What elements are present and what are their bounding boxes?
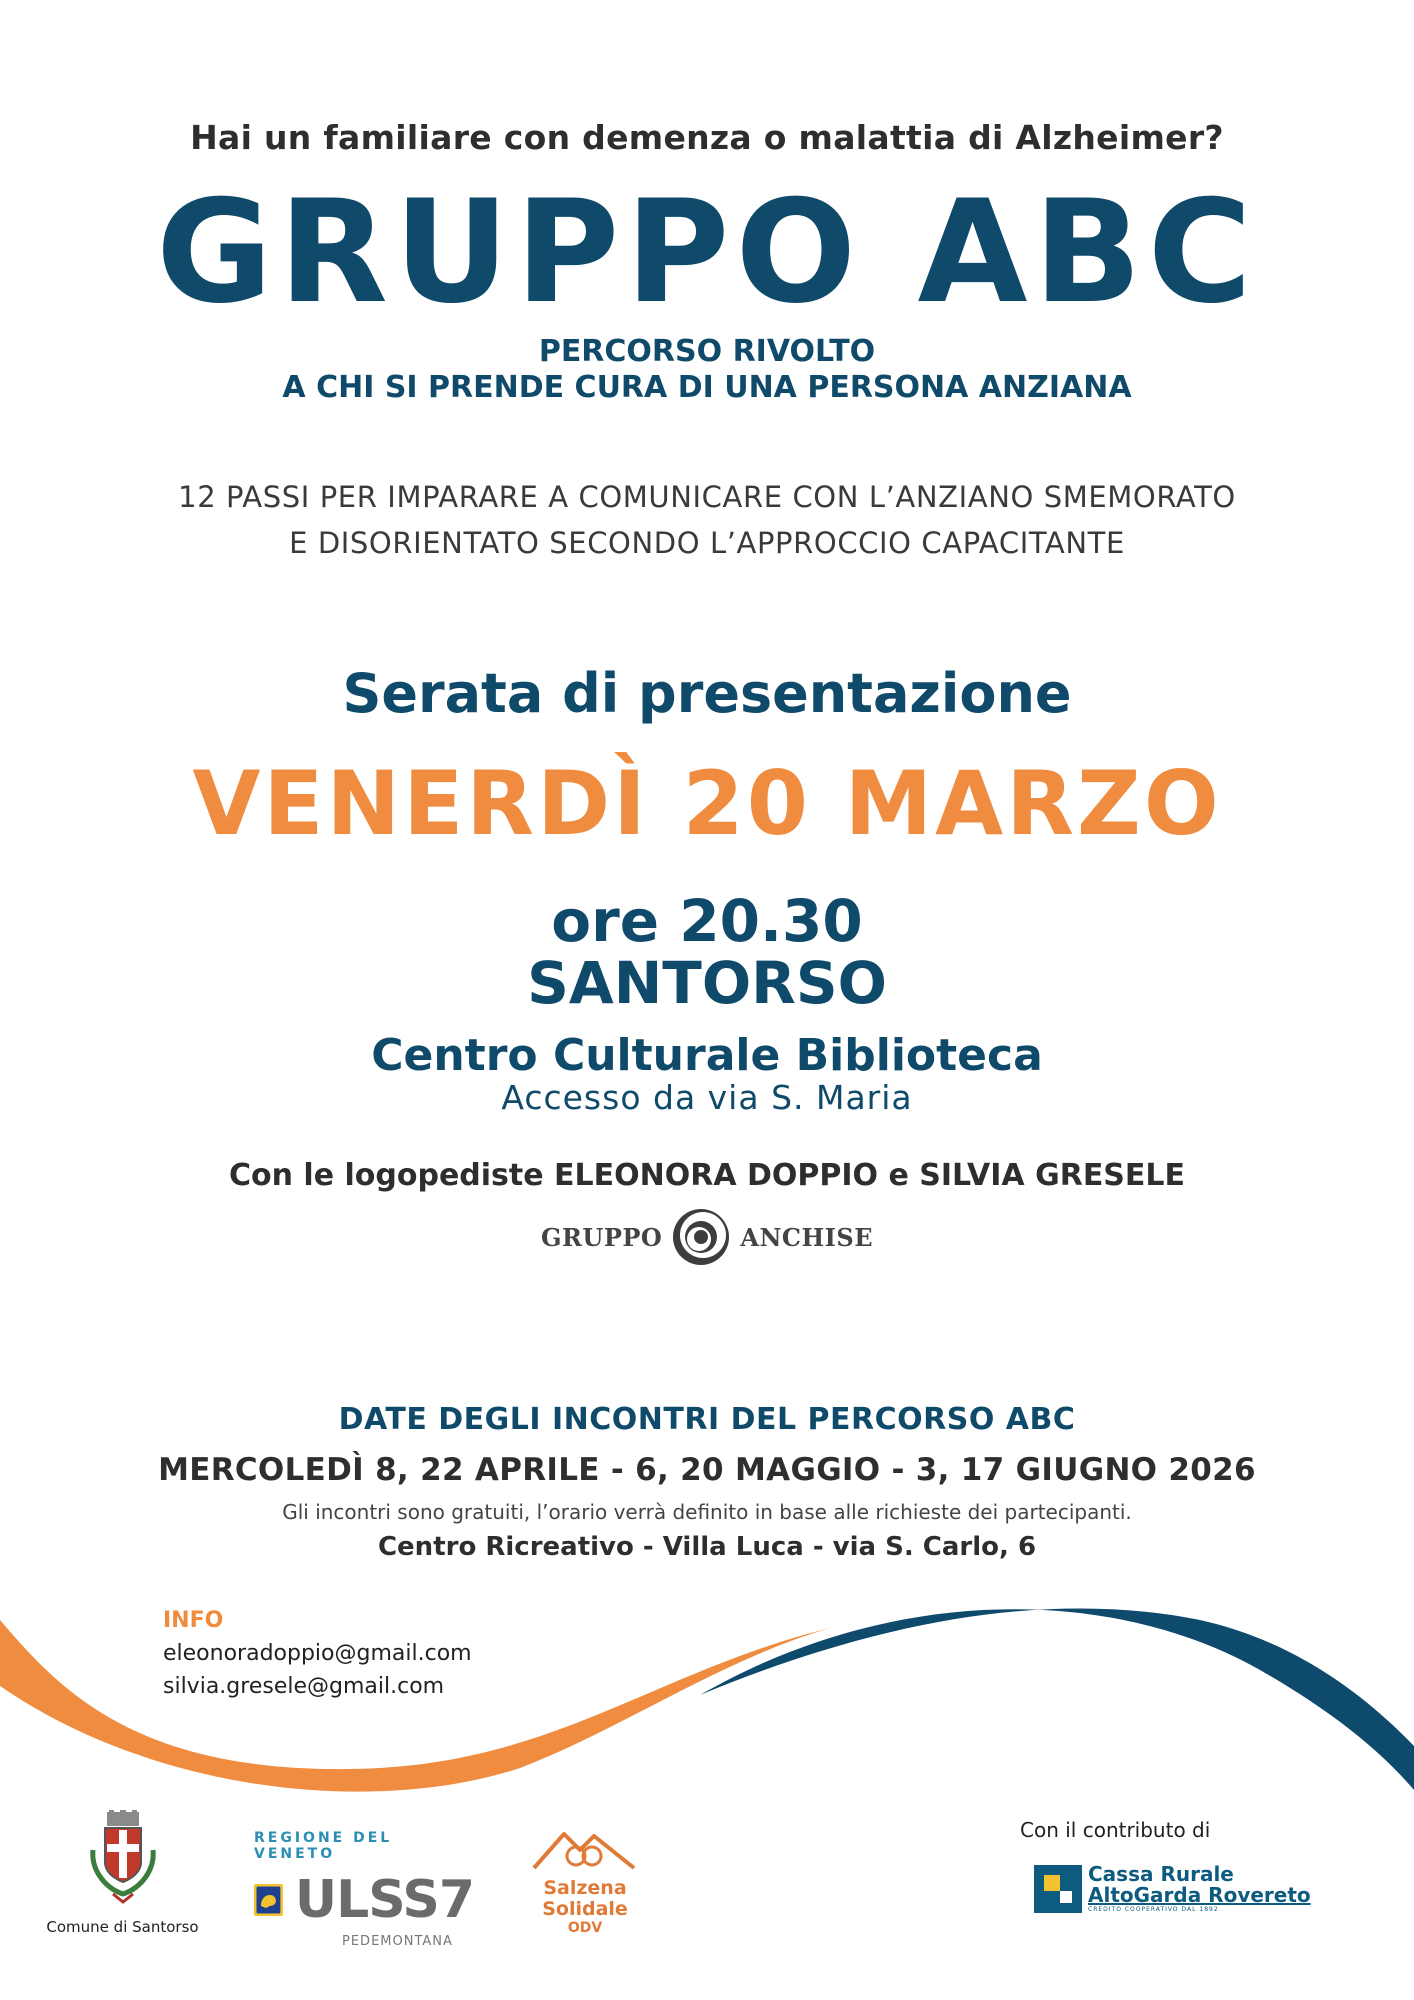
anchise-logo-icon [670, 1206, 732, 1268]
salzena-line-1: Salzena [543, 1877, 627, 1899]
cassa-rurale-icon [1034, 1865, 1082, 1913]
course-note: Gli incontri sono gratuiti, l’orario verrà definito in base alle richieste dei partecipanti. [282, 1500, 1132, 1524]
ulss-text: ULSS7 [294, 1870, 474, 1930]
email-link-2[interactable]: silvia.gresele@gmail.com [163, 1674, 445, 1699]
course-place: Centro Ricreativo - Villa Luca - via S. Carlo, 6 [377, 1532, 1037, 1562]
event-label: Serata di presentazione [342, 662, 1072, 725]
salzena-line-2: Solidale [542, 1898, 628, 1920]
cassa-small: CREDITO COOPERATIVO DAL 1892 [1088, 1906, 1219, 1913]
salzena-line-3: ODV [567, 1920, 603, 1936]
cassa-line-2: AltoGarda Rovereto [1088, 1883, 1311, 1907]
event-speakers: Con le logopediste ELEONORA DOPPIO e SILVIA GRESELE [228, 1158, 1186, 1193]
cassa-rurale-logo [1034, 1864, 1311, 1913]
santorso-logo [40, 1810, 205, 1936]
main-title: GRUPPO ABC [156, 170, 1258, 335]
subtitle [0, 334, 1414, 406]
event-access: Accesso da via S. Maria [501, 1078, 913, 1117]
subtitle-line-1: PERCORSO RIVOLTO [538, 334, 876, 369]
event-time: ore 20.30 [551, 887, 863, 955]
ulss-subtitle: PEDEMONTANA [342, 1934, 453, 1949]
veneto-lion-icon [254, 1868, 283, 1932]
info-label: INFO [163, 1608, 224, 1633]
intro-question: Hai un familiare con demenza o malattia di Alzheimer? [190, 118, 1224, 157]
subtitle-line-2: A CHI SI PRENDE CURA DI UNA PERSONA ANZIANA [282, 370, 1132, 405]
steps-description [0, 474, 1414, 566]
course-dates-list: MERCOLEDÌ 8, 22 APRILE - 6, 20 MAGGIO - 3, 17 GIUGNO 2026 [158, 1452, 1256, 1488]
course-dates-title: DATE DEGLI INCONTRI DEL PERCORSO ABC [338, 1402, 1076, 1437]
santorso-caption: Comune di Santorso [46, 1918, 199, 1936]
steps-line-1: 12 PASSI PER IMPARARE A COMUNICARE CON L’ANZIANO SMEMORATO [178, 480, 1236, 514]
salzena-logo [520, 1822, 650, 1936]
email-link-1[interactable]: eleonoradoppio@gmail.com [163, 1641, 472, 1666]
event-date: VENERDÌ 20 MARZO [192, 752, 1222, 855]
info-block [163, 1608, 472, 1699]
steps-line-2: E DISORIENTATO SECONDO L’APPROCCIO CAPACITANTE [289, 526, 1125, 560]
event-time-place [0, 887, 1414, 1017]
salzena-mountain-icon [530, 1822, 640, 1874]
santorso-crest-icon [83, 1810, 163, 1910]
cassa-line-1: Cassa Rurale [1088, 1862, 1234, 1886]
sponsor-label: Con il contributo di [1020, 1818, 1211, 1842]
ulss7-logo [254, 1830, 474, 1949]
event-town: SANTORSO [527, 949, 887, 1017]
region-label: REGIONE DEL VENETO [254, 1830, 393, 1862]
anchise-right-text: ANCHISE [740, 1222, 874, 1252]
anchise-left-text: GRUPPO [540, 1222, 663, 1252]
footer-logos [0, 1810, 1414, 2000]
event-venue: Centro Culturale Biblioteca [371, 1030, 1043, 1081]
gruppo-anchise-logo [0, 1204, 1414, 1270]
